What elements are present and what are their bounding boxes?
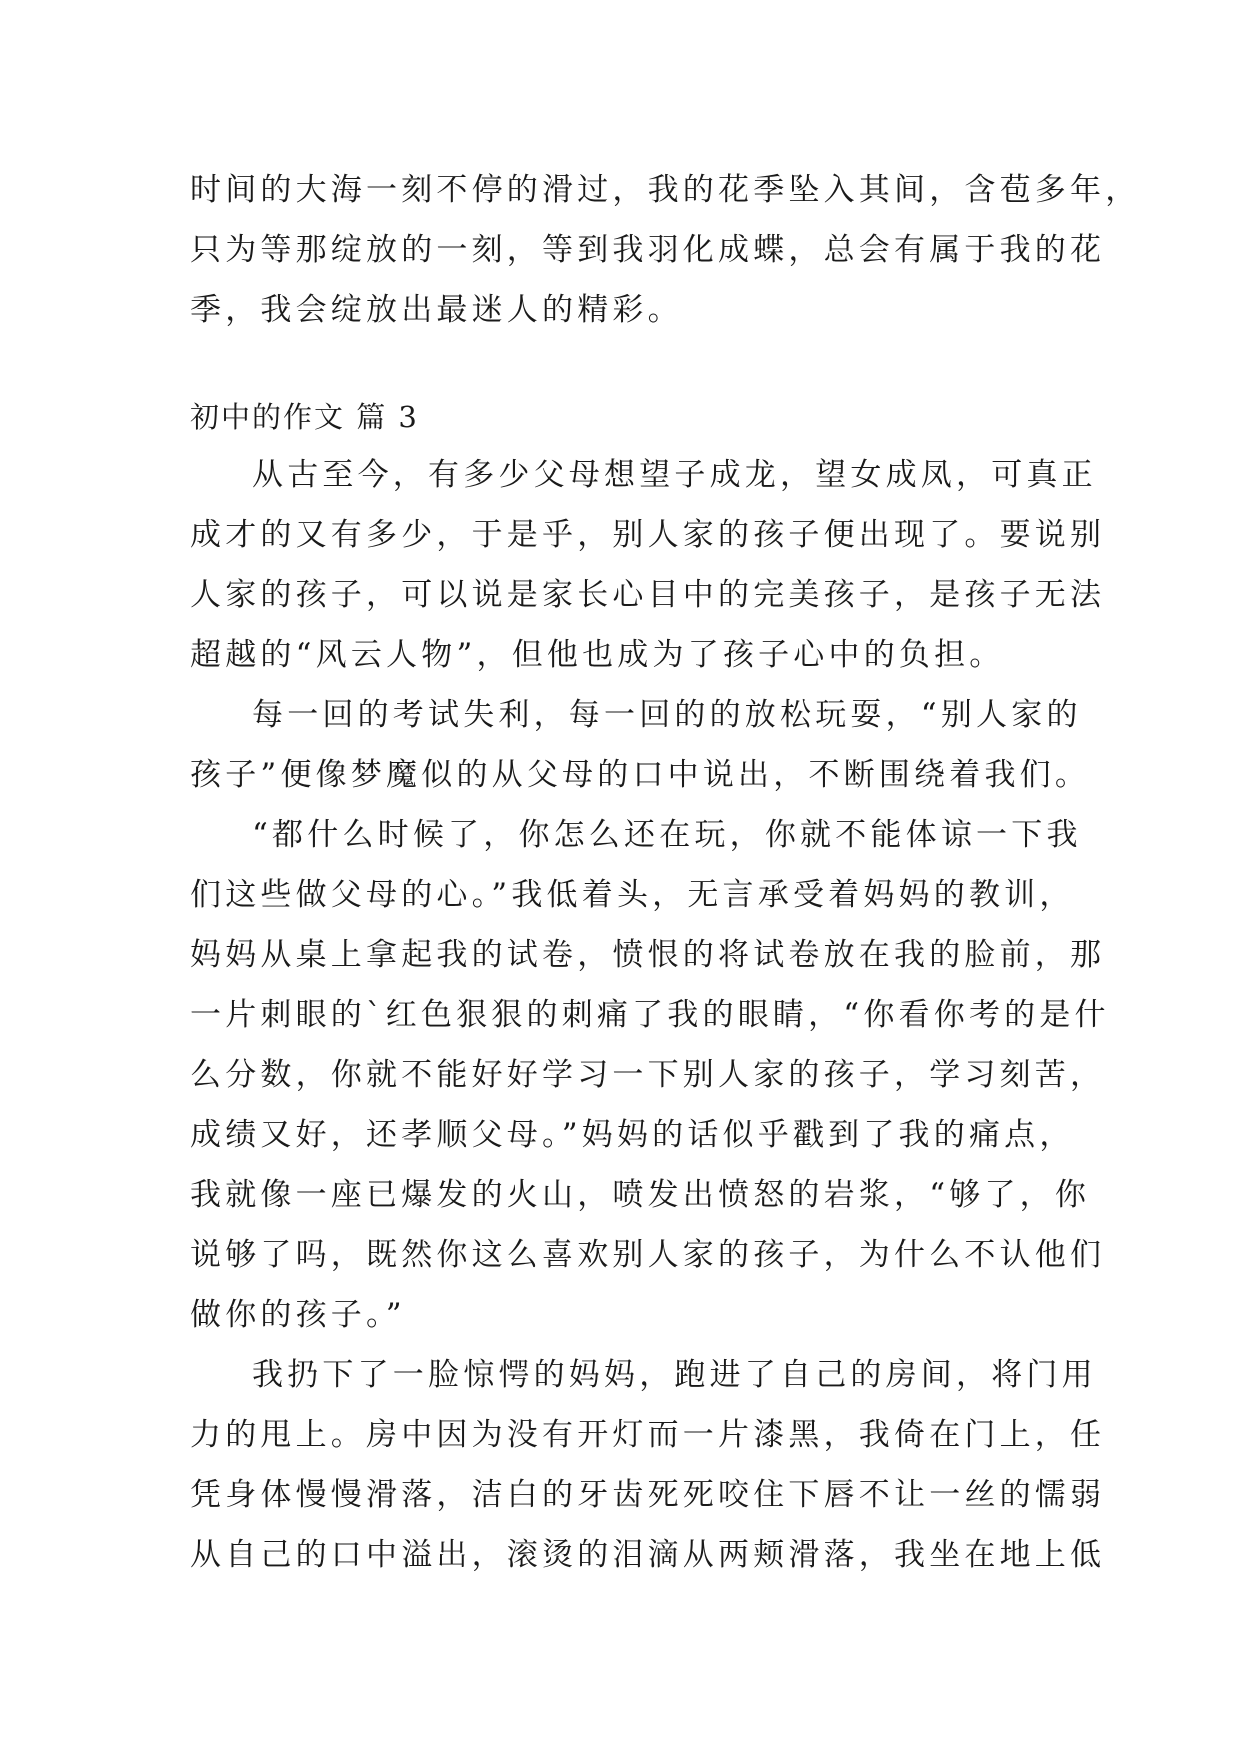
text-line: 只为等那绽放的一刻，等到我羽化成蝶，总会有属于我的花 bbox=[190, 232, 1106, 268]
text-line: 我扔下了一脸惊愕的妈妈，跑进了自己的房间，将门用 bbox=[252, 1357, 1097, 1393]
text-line: 一片刺眼的`红色狠狠的刺痛了我的眼睛，“你看你考的是什 bbox=[190, 997, 1110, 1033]
text-line: 妈妈从桌上拿起我的试卷，愤恨的将试卷放在我的脸前，那 bbox=[190, 937, 1106, 973]
text-line: “都什么时候了，你怎么还在玩，你就不能体谅一下我 bbox=[252, 817, 1082, 853]
text-line: 孩子”便像梦魔似的从父母的口中说出，不断围绕着我们。 bbox=[190, 757, 1091, 793]
text-line: 们这些做父母的心。”我低着头，无言承受着妈妈的教训， bbox=[190, 877, 1075, 913]
text-line: 做你的孩子。” bbox=[190, 1297, 406, 1333]
text-line: 每一回的考试失利，每一回的的放松玩耍，“别人家的 bbox=[252, 697, 1082, 733]
text-line: 我就像一座已爆发的火山，喷发出愤怒的岩浆，“够了，你 bbox=[190, 1177, 1091, 1213]
text-line: 么分数，你就不能好好学习一下别人家的孩子，学习刻苦， bbox=[190, 1057, 1106, 1093]
text-line: 从自己的口中溢出，滚烫的泪滴从两颊滑落，我坐在地上低 bbox=[190, 1537, 1106, 1573]
text-line: 力的甩上。房中因为没有开灯而一片漆黑，我倚在门上，任 bbox=[190, 1417, 1106, 1453]
text-line: 从古至今，有多少父母想望子成龙，望女成凤，可真正 bbox=[252, 457, 1097, 493]
text-line: 季，我会绽放出最迷人的精彩。 bbox=[190, 292, 683, 328]
text-line: 成才的又有多少，于是乎，别人家的孩子便出现了。要说别 bbox=[190, 517, 1106, 553]
text-line: 时间的大海一刻不停的滑过，我的花季坠入其间，含苞多年， bbox=[190, 172, 1141, 208]
text-line: 说够了吗，既然你这么喜欢别人家的孩子，为什么不认他们 bbox=[190, 1237, 1106, 1273]
text-line: 超越的“风云人物”，但他也成为了孩子心中的负担。 bbox=[190, 637, 1005, 673]
text-line: 凭身体慢慢滑落，洁白的牙齿死死咬住下唇不让一丝的懦弱 bbox=[190, 1477, 1106, 1513]
text-line: 成绩又好，还孝顺父母。”妈妈的话似乎戳到了我的痛点， bbox=[190, 1117, 1075, 1153]
text-line: 人家的孩子，可以说是家长心目中的完美孩子，是孩子无法 bbox=[190, 577, 1106, 613]
section-heading: 初中的作文 篇 3 bbox=[190, 400, 419, 434]
